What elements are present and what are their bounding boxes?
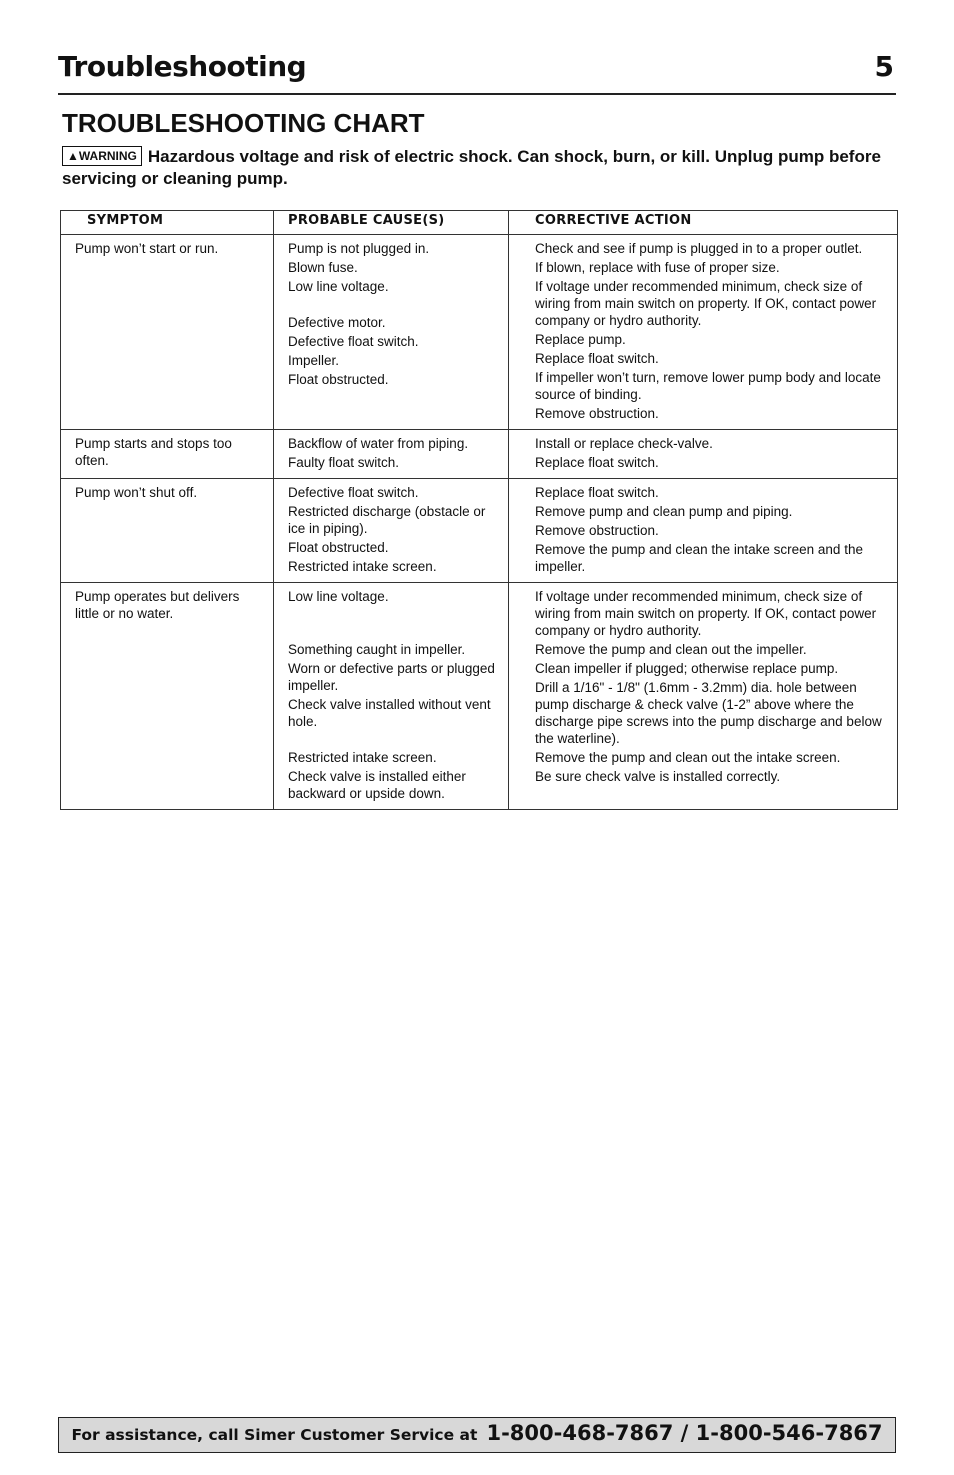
symptom-cell: Pump starts and stops too often. — [61, 430, 274, 479]
cause-item: Restricted intake screen. — [288, 750, 437, 765]
causes-cell — [274, 583, 509, 810]
cause-item: Defective float switch. — [288, 485, 419, 500]
cause-item: Restricted discharge (obstacle or ice in piping). — [288, 504, 486, 536]
page-number: 5 — [874, 50, 894, 83]
action-item: Be sure check valve is installed correctly. — [535, 769, 781, 784]
symptom-cell: Pump won’t start or run. — [61, 235, 274, 430]
action-item: If voltage under recommended minimum, check size of wiring from main switch on property. If OK, contact power company or hydro authority. — [535, 279, 877, 328]
cause-item: Worn or defective parts or plugged impeller. — [288, 661, 495, 693]
action-item: Remove the pump and clean the intake screen and the impeller. — [535, 542, 863, 574]
action-item: If impeller won’t turn, remove lower pump body and locate source of binding. — [535, 370, 881, 402]
cause-item: Backflow of water from piping. — [288, 436, 469, 451]
warning-text: Hazardous voltage and risk of electric shock. Can shock, burn, or kill. Unplug pump before servicing or cleaning pump. — [62, 147, 881, 188]
action-item: Remove the pump and clean out the intake screen. — [535, 750, 841, 765]
table-row — [61, 479, 898, 583]
footer-text: For assistance, call Simer Customer Service at — [71, 1426, 478, 1444]
actions-cell — [509, 235, 898, 430]
page-header — [58, 50, 896, 95]
cause-item: Defective motor. — [288, 315, 386, 330]
cause-item: Low line voltage. — [288, 279, 389, 294]
action-item: Check and see if pump is plugged in to a proper outlet. — [535, 241, 863, 256]
action-item: Remove obstruction. — [535, 406, 659, 421]
header-symptom: SYMPTOM — [61, 211, 274, 235]
action-item: Install or replace check-valve. — [535, 436, 713, 451]
table-header-row — [61, 211, 898, 235]
symptom-cell: Pump won’t shut off. — [61, 479, 274, 583]
symptom-cell: Pump operates but delivers little or no water. — [61, 583, 274, 810]
header-corrective-action: CORRECTIVE ACTION — [509, 211, 898, 235]
cause-item: Low line voltage. — [288, 589, 389, 604]
section-title: Troubleshooting — [58, 50, 307, 83]
troubleshooting-table — [60, 210, 898, 810]
cause-item: Impeller. — [288, 353, 340, 368]
cause-item: Pump is not plugged in. — [288, 241, 430, 256]
action-item: Remove the pump and clean out the impeller. — [535, 642, 807, 657]
action-item: Drill a 1/16" - 1/8" (1.6mm - 3.2mm) dia. hole between pump discharge & check valve (1-2” above where the discharge pipe screws into the pump discharge and below the waterline). — [535, 680, 882, 746]
cause-item: Check valve is installed either backward or upside down. — [288, 769, 466, 801]
action-item: Remove pump and clean pump and piping. — [535, 504, 793, 519]
action-item: If voltage under recommended minimum, check size of wiring from main switch on property. If OK, contact power company or hydro authority. — [535, 589, 877, 638]
action-item: Replace float switch. — [535, 455, 659, 470]
cause-item: Something caught in impeller. — [288, 642, 466, 657]
causes-cell — [274, 430, 509, 479]
cause-item: Check valve installed without vent hole. — [288, 697, 491, 729]
action-item: Clean impeller if plugged; otherwise replace pump. — [535, 661, 839, 676]
actions-cell — [509, 430, 898, 479]
cause-item: Float obstructed. — [288, 540, 389, 555]
actions-cell — [509, 479, 898, 583]
table-row — [61, 430, 898, 479]
causes-cell — [274, 479, 509, 583]
cause-item: Defective float switch. — [288, 334, 419, 349]
warning-notice — [62, 146, 892, 190]
warning-badge — [62, 146, 142, 166]
cause-item: Faulty float switch. — [288, 455, 400, 470]
warning-triangle-icon: ▲ — [67, 149, 79, 163]
header-probable-causes: PROBABLE CAUSE(S) — [274, 211, 509, 235]
cause-item: Restricted intake screen. — [288, 559, 437, 574]
action-item: Remove obstruction. — [535, 523, 659, 538]
action-item: If blown, replace with fuse of proper size. — [535, 260, 780, 275]
causes-cell — [274, 235, 509, 430]
action-item: Replace float switch. — [535, 485, 659, 500]
action-item: Replace pump. — [535, 332, 626, 347]
chart-title: TROUBLESHOOTING CHART — [62, 108, 425, 138]
table-row — [61, 583, 898, 810]
warning-badge-label: WARNING — [78, 149, 137, 163]
table-body — [61, 235, 898, 810]
action-item: Replace float switch. — [535, 351, 659, 366]
table-row — [61, 235, 898, 430]
footer-assistance — [58, 1417, 896, 1453]
footer-phone: 1-800-468-7867 / 1-800-546-7867 — [486, 1421, 883, 1445]
cause-item: Float obstructed. — [288, 372, 389, 387]
cause-item: Blown fuse. — [288, 260, 358, 275]
actions-cell — [509, 583, 898, 810]
